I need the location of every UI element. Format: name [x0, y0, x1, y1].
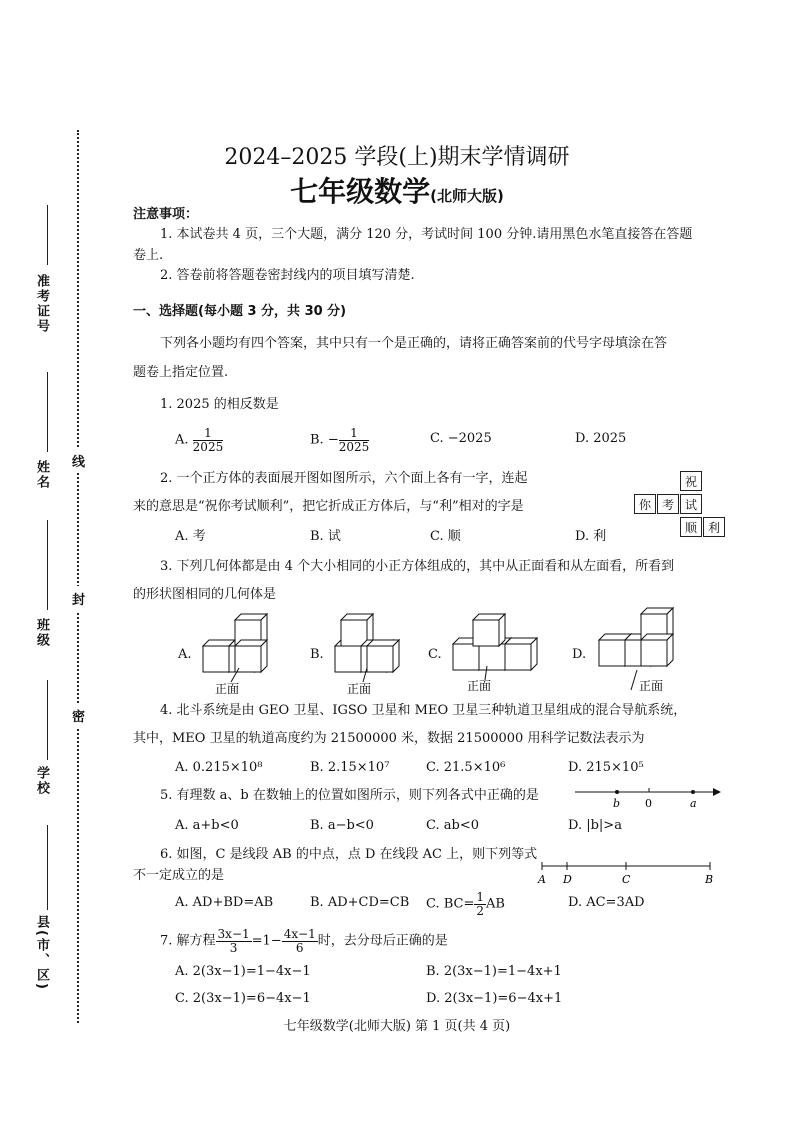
q5-option-b[interactable]: B. a−b<0: [310, 818, 374, 833]
q2-line1: 2. 一个正方体的表面展开图如图所示，六个面上各有一字，连起: [160, 471, 528, 486]
q3-solid-a: [203, 614, 267, 696]
q3-option-a[interactable]: A.: [178, 647, 192, 662]
q7-option-a[interactable]: A. 2(3x−1)=1−4x−1: [175, 964, 311, 979]
seg-label-b: B: [705, 873, 714, 886]
q1-a-fraction: $\frac{1}{2025}$: [192, 426, 224, 454]
q3-line1: 3. 下列几何体都是由 4 个大小相同的小正方体组成的，其中从正面看和从左面看，所看到: [160, 559, 675, 574]
q6-option-d[interactable]: D. AC=3AD: [568, 895, 645, 910]
seg-label-a: A: [538, 873, 546, 886]
subject-title: [0, 170, 794, 210]
q4-option-d[interactable]: D. 215×10⁵: [568, 760, 644, 775]
notice-item2: 2. 答卷前将答题卷密封线内的项目填写清楚.: [160, 268, 415, 283]
q2-option-b[interactable]: B. 试: [310, 529, 341, 544]
q1-option-c[interactable]: C. −2025: [430, 431, 492, 446]
school-line[interactable]: [47, 680, 48, 760]
label-a: a: [690, 797, 697, 810]
q7-option-c[interactable]: C. 2(3x−1)=6−4x−1: [175, 991, 311, 1006]
q7-fraction2: $\frac{4x-1}{6}$: [283, 927, 316, 955]
q2-line2: 来的意思是“祝你考试顺利”，把它折成正方体后，与“利”相对的字是: [133, 499, 524, 514]
q3-line2: 的形状图相同的几何体是: [133, 587, 277, 602]
q3-a-front-label: 正面: [215, 682, 240, 696]
seal-char-mi: 密: [72, 703, 85, 728]
q7-option-d[interactable]: D. 2(3x−1)=6−4x+1: [426, 991, 563, 1006]
label-zero: 0: [645, 797, 652, 810]
q5-option-c[interactable]: C. ab<0: [426, 818, 479, 833]
net-cell-shun: 顺: [680, 517, 702, 537]
q6-segment-figure: [534, 858, 719, 888]
seg-label-d: D: [563, 873, 572, 886]
section1-intro-line2: 题卷上指定位置.: [133, 365, 229, 380]
label-b: b: [613, 797, 621, 810]
q4-option-c[interactable]: C. 21.5×10⁶: [426, 760, 506, 775]
q7-fraction1: $\frac{3x-1}{3}$: [217, 927, 250, 955]
q2-option-c[interactable]: C. 顺: [430, 529, 461, 544]
point-b: [615, 790, 619, 794]
q3-solids-figure: [195, 600, 735, 700]
q6-option-a[interactable]: A. AD+BD=AB: [175, 895, 274, 910]
seg-label-c: C: [622, 873, 631, 886]
q5-option-a[interactable]: A. a+b<0: [175, 818, 239, 833]
notice-heading: 注意事项：: [133, 207, 199, 222]
q6-c-fraction: $\frac{1}{2}$: [476, 890, 485, 918]
section1-heading: 一、选择题(每小题 3 分，共 30 分): [133, 304, 347, 319]
notice-item1-line2: 卷上.: [133, 248, 164, 263]
q5-option-d[interactable]: D. |b|>a: [568, 818, 622, 833]
q6-option-c[interactable]: [426, 891, 505, 917]
q6-c-pre: C. BC=: [426, 896, 475, 912]
q6-c-post: AB: [486, 896, 505, 912]
q3-option-c[interactable]: C.: [428, 647, 442, 662]
q1-a-label: A.: [175, 432, 189, 448]
exam-title: 2024–2025 学段(上)期末学情调研: [224, 145, 570, 170]
q1-option-a[interactable]: [175, 427, 223, 453]
notice-item1-line1: 1. 本试卷共 4 页，三个大题，满分 120 分，考试时间 100 分钟.请用黑色水笔直接答在答题: [160, 227, 693, 242]
q6-option-b[interactable]: B. AD+CD=CB: [310, 895, 410, 910]
class-label: 班级: [34, 618, 49, 648]
seal-char-feng: 封: [72, 586, 85, 611]
q1-b-label: B. −: [310, 432, 339, 448]
q7-option-b[interactable]: B. 2(3x−1)=1−4x+1: [426, 964, 562, 979]
q7-stem-post: 时，去分母后正确的是: [317, 933, 448, 949]
q2-option-d[interactable]: D. 利: [575, 529, 607, 544]
q4-line2: 其中，MEO 卫星的轨道高度约为 21500000 米，数据 21500000 用科学记数法表示为: [133, 731, 645, 746]
net-cell-li: 利: [703, 517, 725, 537]
q7-stem-mid: =1−: [251, 933, 282, 949]
exam-number-line[interactable]: [47, 205, 48, 265]
q1-b-fraction: $\frac{1}{2025}$: [338, 426, 370, 454]
q3-solid-b: [335, 614, 399, 696]
edition-label: (北师大版): [430, 187, 504, 205]
point-a: [691, 790, 695, 794]
q3-option-b[interactable]: B.: [310, 647, 324, 662]
q7-stem-pre: 7. 解方程: [160, 933, 216, 949]
q4-line1: 4. 北斗系统是由 GEO 卫星、IGSO 卫星和 MEO 卫星三种轨道卫星组成的混合导航系统，: [160, 703, 687, 718]
q1-option-d[interactable]: D. 2025: [575, 431, 627, 446]
net-cell-shi: 试: [680, 494, 702, 514]
q3-c-front-label: 正面: [467, 679, 492, 693]
q3-b-front-label: 正面: [347, 682, 372, 696]
net-cell-kao: 考: [657, 494, 679, 514]
seal-dotted-line: [77, 130, 79, 1023]
page-footer: 七年级数学(北师大版) 第 1 页(共 4 页): [283, 1019, 511, 1034]
q5-stem: 5. 有理数 a、b 在数轴上的位置如图所示，则下列各式中正确的是: [160, 788, 539, 803]
q6-line1: 6. 如图，C 是线段 AB 的中点，点 D 在线段 AC 上，则下列等式: [160, 847, 538, 862]
section1-intro-line1: 下列各小题均有四个答案，其中只有一个是正确的，请将正确答案前的代号字母填涂在答: [160, 336, 668, 351]
exam-number-label: 准考证号: [34, 274, 49, 334]
name-line[interactable]: [47, 372, 48, 452]
seal-char-xian: 线: [72, 448, 85, 473]
county-line[interactable]: [47, 825, 48, 910]
q3-solid-d: [599, 608, 673, 693]
q3-d-front-label: 正面: [639, 679, 664, 693]
q3-option-d[interactable]: D.: [572, 647, 587, 662]
q1-option-b[interactable]: [310, 427, 369, 453]
q1-stem: 1. 2025 的相反数是: [160, 397, 279, 412]
q3-solid-c: [453, 614, 537, 693]
net-cell-zhu: 祝: [680, 471, 702, 491]
q7-stem: [160, 928, 448, 954]
q4-option-a[interactable]: A. 0.215×10⁸: [175, 760, 263, 775]
q5-number-line: [575, 780, 725, 810]
net-cell-ni: 你: [634, 494, 656, 514]
q6-line2: 不一定成立的是: [133, 868, 225, 883]
county-label: 县(市、区): [34, 915, 49, 991]
q2-option-a[interactable]: A. 考: [175, 529, 206, 544]
subject-name: 七年级数学: [290, 175, 431, 208]
school-label: 学校: [34, 766, 49, 796]
q4-option-b[interactable]: B. 2.15×10⁷: [310, 760, 390, 775]
name-label: 姓名: [34, 460, 49, 490]
class-line[interactable]: [47, 520, 48, 610]
